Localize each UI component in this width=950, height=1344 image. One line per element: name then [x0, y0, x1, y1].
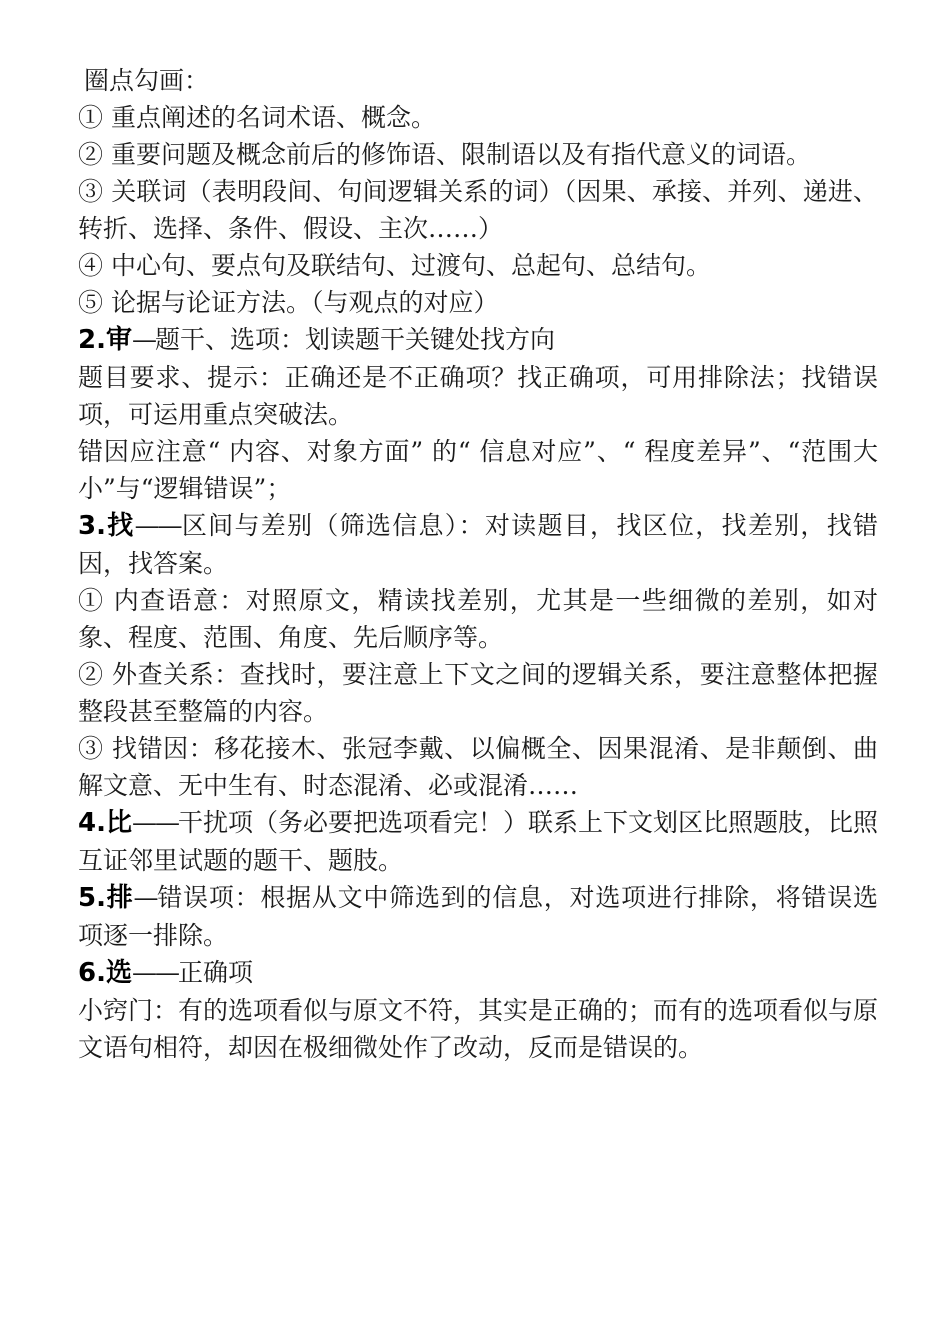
paragraph: ③ 找错因：移花接木、张冠李戴、以偏概全、因果混淆、是非颠倒、曲解文意、无中生有、时态混淆、必或混淆…… [78, 734, 878, 800]
paragraph: 错因应注意“ 内容、对象方面” 的“ 信息对应”、“ 程度差异”、“范围大小”与“逻辑错误”； [78, 437, 878, 503]
section-number: 6.选 [78, 958, 132, 988]
section-number: 2.审 [78, 325, 132, 355]
section-title: 区间与差别（筛选信息）：对读题目，找区位，找差别，找错因，找答案。 [78, 511, 878, 578]
section-dash: —— [134, 511, 181, 540]
section-dash: — [131, 325, 155, 354]
intro-item-3: ③ 关联词（表明段间、句间逻辑关系的词）（因果、承接、并列、递进、转折、选择、条件、假设、主次……） [78, 177, 878, 243]
section-dash: —— [131, 808, 178, 837]
section-title: 题干、选项：划读题干关键处找方向 [154, 325, 555, 354]
paragraph: 题目要求、提示：正确还是不正确项？找正确项，可用排除法；找错误项，可运用重点突破法。 [78, 363, 878, 429]
section-title: 干扰项（务必要把选项看完！）联系上下文划区比照题肢，比照互证邻里试题的题干、题肢。 [78, 808, 879, 875]
intro-item-5: ⑤ 论据与论证方法。（与观点的对应） [78, 288, 499, 317]
intro-item-2: ② 重要问题及概念前后的修饰语、限制语以及有指代意义的词语。 [78, 140, 811, 169]
intro-heading: 圈点勾画： [84, 66, 210, 95]
section-number: 3.找 [78, 511, 135, 541]
section-title: 正确项 [177, 958, 253, 987]
section-dash: — [133, 883, 157, 912]
section-title: 错误项：根据从文中筛选到的信息，对选项进行排除，将错误选项逐一排除。 [78, 883, 878, 950]
intro-item-1: ① 重点阐述的名词术语、概念。 [78, 103, 436, 132]
document-page [78, 62, 878, 1066]
paragraph: ① 内查语意：对照原文，精读找差别，尤其是一些细微的差别，如对象、程度、范围、角度、先后顺序等。 [78, 586, 878, 652]
paragraph: ② 外查关系：查找时，要注意上下文之间的逻辑关系，要注意整体把握整段甚至整篇的内容。 [78, 660, 878, 726]
section-dash: —— [131, 958, 178, 987]
section-heading-pai [78, 879, 878, 954]
paragraph: 小窍门：有的选项看似与原文不符，其实是正确的；而有的选项看似与原文语句相符，却因在极细微处作了改动，反而是错误的。 [78, 996, 879, 1062]
section-heading-xuan [78, 954, 878, 992]
section-heading-bi [78, 804, 878, 879]
section-number: 4.比 [78, 808, 132, 838]
intro-item-4: ④ 中心句、要点句及联结句、过渡句、总起句、总结句。 [78, 251, 711, 280]
section-heading-zhao [78, 507, 878, 582]
section-number: 5.排 [78, 883, 134, 913]
section-heading-shen [78, 321, 878, 359]
